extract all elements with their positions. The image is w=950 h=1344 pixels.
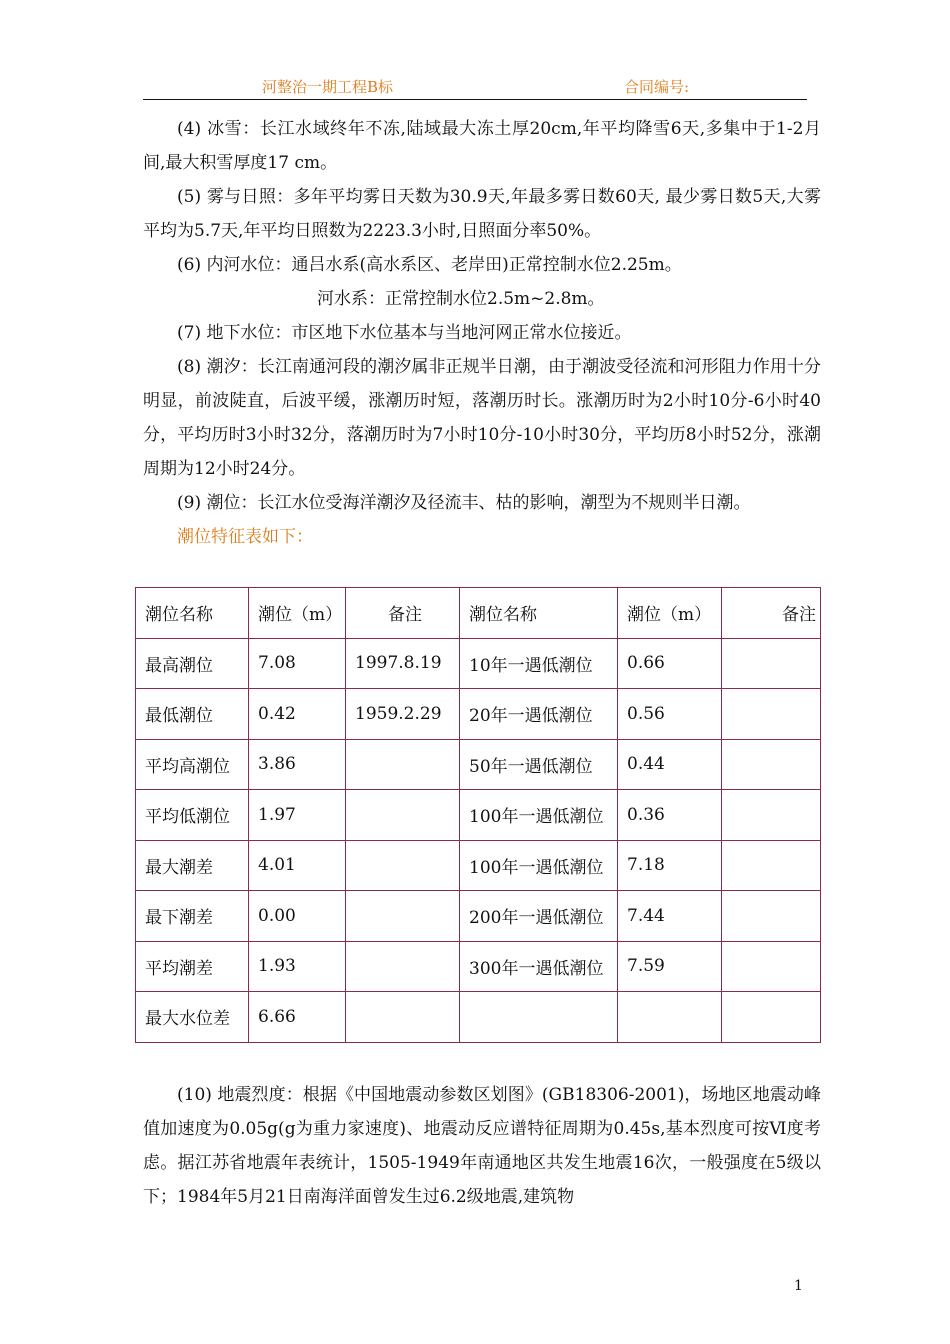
header-cell: 潮位名称 [460, 588, 618, 639]
tide-level-table [135, 587, 821, 1043]
table-cell: 0.36 [618, 790, 722, 841]
table-row [136, 941, 821, 992]
table-row [136, 790, 821, 841]
page-number: 1 [794, 1278, 803, 1294]
table-cell [346, 840, 460, 891]
table-cell: 0.00 [249, 891, 346, 942]
table-cell: 6.66 [249, 992, 346, 1043]
paragraph-river-system-level: 河水系：正常控制水位2.5m~2.8m。 [317, 289, 605, 309]
table-cell: 50年一遇低潮位 [460, 739, 618, 790]
header-cell: 潮位（m） [618, 588, 722, 639]
table-cell: 平均高潮位 [136, 739, 249, 790]
table-cell: 7.08 [249, 638, 346, 689]
table-cell: 1.97 [249, 790, 346, 841]
table-cell [722, 638, 821, 689]
header-project-title: 河整治一期工程B标 [262, 78, 394, 96]
table-cell [722, 840, 821, 891]
header-cell: 备注 [346, 588, 460, 639]
table-cell: 最下潮差 [136, 891, 249, 942]
table-cell [722, 790, 821, 841]
paragraph-tides: (8) 潮汐：长江南通河段的潮汐属非正规半日潮，由于潮波受径流和河形阻力作用十分明显，前波陡直，后波平缓，涨潮历时短，落潮历时长。涨潮历时为2小时10分-6小时40分，平均历时3小时32分，落潮历时为7小时10分-10小时30分，平均历8小时52分，涨潮周期为12小时24分。 [143, 357, 821, 479]
table-cell: 1997.8.19 [346, 638, 460, 689]
table-cell: 20年一遇低潮位 [460, 689, 618, 740]
table-cell: 1.93 [249, 941, 346, 992]
table-row [136, 638, 821, 689]
header-cell: 备注 [722, 588, 821, 639]
table-cell: 0.56 [618, 689, 722, 740]
body-text-continued [143, 1078, 821, 1214]
table-caption: 潮位特征表如下： [177, 527, 313, 547]
header-cell: 潮位名称 [136, 588, 249, 639]
table-cell: 100年一遇低潮位 [460, 790, 618, 841]
table-cell: 300年一遇低潮位 [460, 941, 618, 992]
table-cell [722, 941, 821, 992]
table-cell: 平均低潮位 [136, 790, 249, 841]
paragraph-tide-level: (9) 潮位：长江水位受海洋潮汐及径流丰、枯的影响，潮型为不规则半日潮。 [177, 493, 751, 513]
table-cell [346, 891, 460, 942]
table-row [136, 689, 821, 740]
header-rule [143, 99, 807, 100]
table-cell: 200年一遇低潮位 [460, 891, 618, 942]
table-cell [346, 790, 460, 841]
table-row [136, 840, 821, 891]
paragraph-groundwater: (7) 地下水位：市区地下水位基本与当地河网正常水位接近。 [177, 323, 632, 343]
table-cell: 0.66 [618, 638, 722, 689]
table-cell: 4.01 [249, 840, 346, 891]
paragraph-ice-snow: (4) 冰雪：长江水域终年不冻,陆域最大冻土厚20cm,年平均降雪6天,多集中于1-2月间,最大积雪厚度17 cm。 [143, 119, 821, 173]
body-text [143, 112, 821, 554]
header-cell: 潮位（m） [249, 588, 346, 639]
table-cell [722, 891, 821, 942]
table-cell: 3.86 [249, 739, 346, 790]
paragraph-seismic-intensity: (10) 地震烈度：根据《中国地震动参数区划图》(GB18306-2001)，场地区地震动峰值加速度为0.05g(g为重力家速度)、地震动反应谱特征周期为0.45s,基本烈度可按Ⅵ度考虑。据江苏省地震年表统计，1505-1949年南通地区共发生地震16次，一般强度在5级以下；1984年5月21日南海洋面曾发生过6.2级地震,建筑物 [143, 1085, 821, 1207]
table-cell: 7.44 [618, 891, 722, 942]
table-cell [722, 739, 821, 790]
paragraph-fog-sunshine: (5) 雾与日照：多年平均雾日天数为30.9天,年最多雾日数60天, 最少雾日数5天,大雾平均为5.7天,年平均日照数为2223.3小时,日照面分率50%。 [143, 187, 821, 241]
table-cell [722, 992, 821, 1043]
table-row [136, 891, 821, 942]
table-cell: 最大水位差 [136, 992, 249, 1043]
table-cell: 10年一遇低潮位 [460, 638, 618, 689]
table-cell [722, 689, 821, 740]
table-cell: 最高潮位 [136, 638, 249, 689]
table-cell: 0.42 [249, 689, 346, 740]
table-cell: 100年一遇低潮位 [460, 840, 618, 891]
paragraph-inland-water-level: (6) 内河水位：通吕水系(高水系区、老岸田)正常控制水位2.25m。 [177, 255, 682, 275]
table-cell [618, 992, 722, 1043]
table-cell: 平均潮差 [136, 941, 249, 992]
table-row [136, 739, 821, 790]
header-contract-number: 合同编号: [624, 78, 690, 96]
table-cell: 0.44 [618, 739, 722, 790]
table-row [136, 992, 821, 1043]
table-cell: 1959.2.29 [346, 689, 460, 740]
table-header-row [136, 588, 821, 639]
table-cell: 最低潮位 [136, 689, 249, 740]
table-cell [346, 941, 460, 992]
table-cell: 7.18 [618, 840, 722, 891]
table-cell: 7.59 [618, 941, 722, 992]
table-cell: 最大潮差 [136, 840, 249, 891]
table-cell [460, 992, 618, 1043]
table-cell [346, 992, 460, 1043]
table-cell [346, 739, 460, 790]
